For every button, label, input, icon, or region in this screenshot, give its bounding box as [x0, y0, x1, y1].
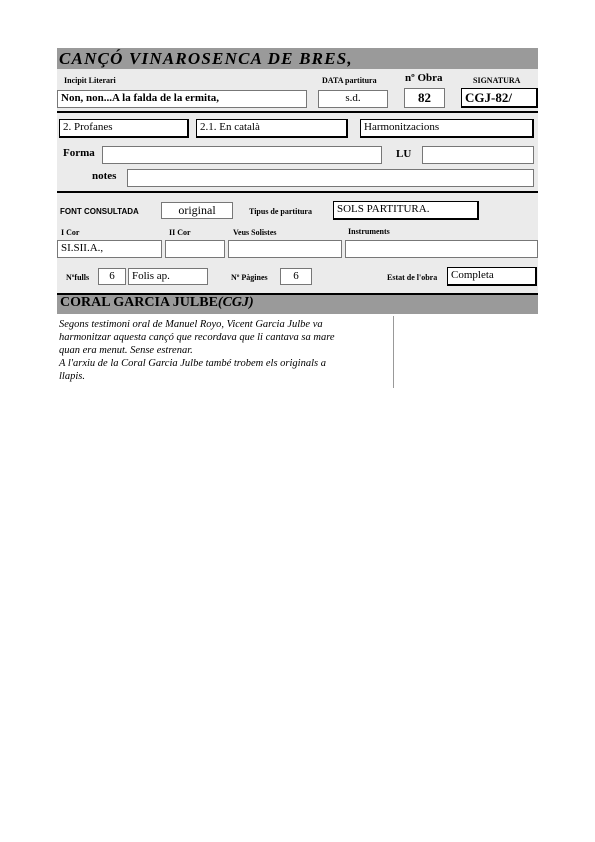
n-obra-label: nº Obra — [405, 72, 443, 84]
observation-line: quan era menut. Sense estrenar. — [59, 345, 193, 356]
font-consultada-field[interactable]: original — [161, 202, 233, 219]
ii-cor-field[interactable] — [165, 240, 225, 258]
observation-line: A l'arxiu de la Coral Garcia Julbe també trobem els originals a — [59, 358, 326, 369]
instruments-label: Instruments — [348, 227, 390, 236]
n-pagines-label: Nº Pàgines — [231, 273, 268, 282]
categoria-field[interactable]: 2. Profanes — [59, 119, 189, 138]
estat-obra-label: Estat de l'obra — [387, 273, 438, 282]
instruments-field[interactable] — [345, 240, 538, 258]
data-partitura-field[interactable]: s.d. — [318, 90, 388, 108]
notes-field[interactable] — [127, 169, 534, 187]
folis-field[interactable]: Folis ap. — [128, 268, 208, 285]
coral-code: (CGJ) — [217, 295, 254, 310]
n-obra-field[interactable]: 82 — [404, 88, 445, 108]
coral-title — [60, 295, 254, 311]
lu-field[interactable] — [422, 146, 534, 164]
n-fulls-label: Nºfulls — [66, 273, 90, 282]
lu-label: LU — [396, 148, 412, 160]
i-cor-label: I Cor — [61, 228, 80, 237]
forma-label: Forma — [63, 147, 95, 159]
coral-name: CORAL GARCIA JULBE — [60, 295, 218, 310]
observation-line: Segons testimoni oral de Manuel Royo, Vicent Garcia Julbe va — [59, 319, 323, 330]
column-divider — [393, 316, 394, 388]
data-partitura-label: DATA partitura — [322, 76, 377, 85]
estat-obra-field[interactable]: Completa — [447, 267, 537, 286]
observation-line: llapis. — [59, 371, 85, 382]
page-title: CANÇÓ VINAROSENCA DE BRES, — [59, 49, 353, 68]
notes-label: notes — [92, 170, 117, 182]
veus-solistes-field[interactable] — [228, 240, 342, 258]
tipus-partitura-label: Tipus de partitura — [249, 207, 312, 216]
tipus-partitura-field[interactable]: SOLS PARTITURA. — [333, 201, 479, 220]
incipit-field[interactable]: Non, non...A la falda de la ermita, — [57, 90, 307, 108]
observation-line: harmonitzar aquesta cançó que recordava que li cantava sa mare — [59, 332, 335, 343]
signatura-field[interactable]: CGJ-82/ — [461, 88, 538, 108]
subcategoria-field[interactable]: 2.1. En català — [196, 119, 348, 138]
signatura-label: SIGNATURA — [473, 76, 521, 85]
font-consultada-label: FONT CONSULTADA — [60, 207, 139, 216]
tipus-field[interactable]: Harmonitzacions — [360, 119, 534, 138]
i-cor-field[interactable]: SI.SII.A., — [57, 240, 162, 258]
n-pagines-field[interactable]: 6 — [280, 268, 312, 285]
ii-cor-label: II Cor — [169, 228, 191, 237]
forma-field[interactable] — [102, 146, 382, 164]
n-fulls-field[interactable]: 6 — [98, 268, 126, 285]
veus-solistes-label: Veus Solistes — [233, 228, 277, 237]
observations-text — [59, 318, 389, 383]
incipit-label: Incipit Literari — [64, 76, 116, 85]
